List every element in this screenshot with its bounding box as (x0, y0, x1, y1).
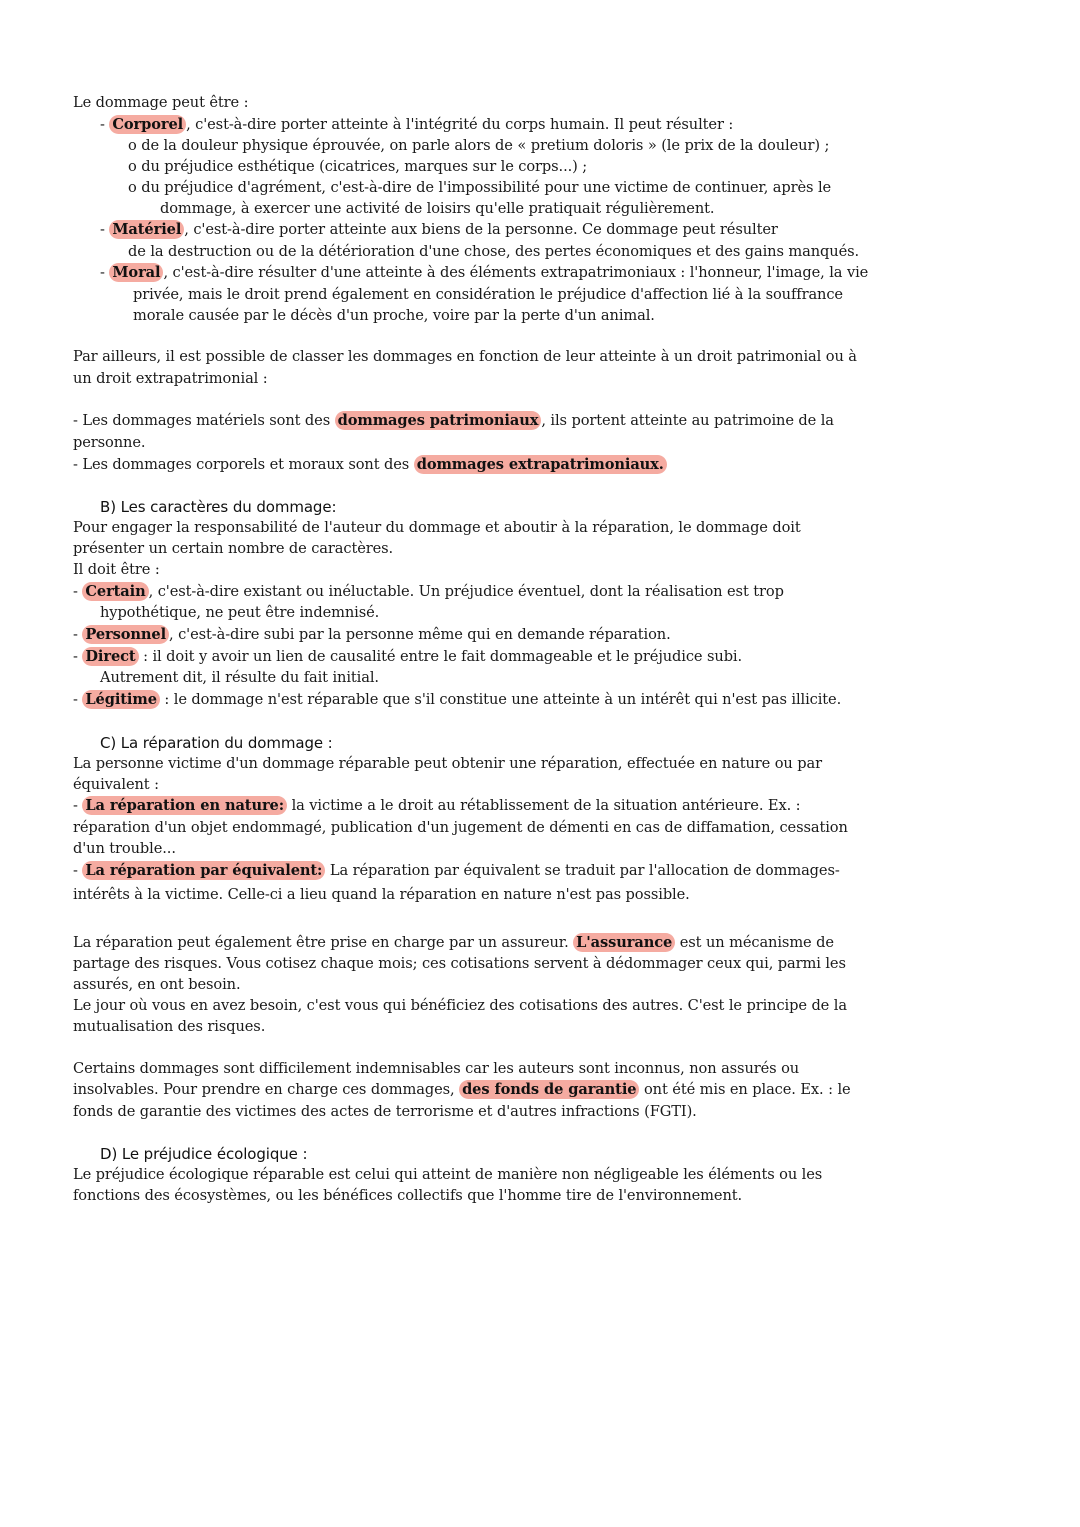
text-line (73, 1185, 742, 1207)
text-line (100, 602, 379, 624)
text-segment: - (73, 691, 83, 708)
text-line (73, 838, 176, 860)
section-heading (100, 496, 336, 518)
text-line (73, 410, 834, 432)
text-line (100, 219, 778, 241)
text-segment: morale causée par le décès d'un proche, voire par la perte d'un animal. (133, 307, 655, 324)
text-segment: privée, mais le droit prend également en considération le préjudice d'affection lié à la souffrance (133, 286, 843, 303)
highlighted-term: Corporel (109, 115, 186, 134)
text-segment: un droit extrapatrimonial : (73, 370, 268, 387)
text-line (73, 774, 159, 796)
text-segment: - (73, 583, 83, 600)
highlighted-term: Certain (82, 582, 148, 601)
text-line (73, 559, 160, 581)
highlighted-term: des fonds de garantie (459, 1080, 639, 1099)
text-segment: présenter un certain nombre de caractères. (73, 540, 394, 557)
text-segment: La personne victime d'un dommage réparable peut obtenir une réparation, effectuée en nature ou par (73, 755, 822, 772)
text-segment: fonctions des écosystèmes, ou les bénéfices collectifs que l'homme tire de l'environnement. (73, 1187, 743, 1204)
text-segment: - (73, 862, 83, 879)
text-line (73, 581, 784, 603)
text-line (133, 284, 843, 306)
text-line (73, 953, 846, 975)
text-segment: - (100, 221, 110, 238)
text-segment: - (100, 264, 110, 281)
text-line (73, 624, 671, 646)
text-line (128, 135, 829, 157)
text-line (128, 177, 831, 199)
text-segment: mutualisation des risques. (73, 1018, 266, 1035)
text-segment: intérêts à la victime. Celle-ci a lieu quand la réparation en nature n'est pas possible. (73, 886, 690, 903)
text-segment: de la destruction ou de la détérioration d'une chose, des pertes économiques et des gains manqués. (128, 243, 860, 260)
text-segment: Le préjudice écologique réparable est celui qui atteint de manière non négligeable les éléments ou les (73, 1166, 823, 1183)
text-line (160, 198, 714, 220)
text-segment: - (100, 116, 110, 133)
text-line (73, 346, 857, 368)
text-segment: : il doit y avoir un lien de causalité entre le fait dommageable et le préjudice subi. (138, 648, 743, 665)
text-line (73, 1101, 697, 1123)
text-line (73, 689, 841, 711)
text-line (73, 538, 393, 560)
text-segment: d'un trouble... (73, 840, 176, 857)
highlighted-term: Moral (109, 263, 163, 282)
text-segment: - Les dommages matériels sont des (73, 412, 335, 429)
text-line (100, 262, 868, 284)
text-line (73, 1016, 265, 1038)
text-line (73, 884, 690, 906)
text-line (73, 1079, 851, 1101)
highlighted-term: dommages patrimoniaux (335, 411, 542, 430)
text-segment: o du préjudice esthétique (cicatrices, marques sur le corps...) ; (128, 158, 588, 175)
text-line (128, 241, 859, 263)
text-segment: assurés, en ont besoin. (73, 976, 241, 993)
text-segment: fonds de garantie des victimes des actes de terrorisme et d'autres infractions (FGTI). (73, 1103, 697, 1120)
text-segment: o de la douleur physique éprouvée, on parle alors de « pretium doloris » (le prix de la douleur) ; (128, 137, 830, 154)
text-line (73, 454, 667, 476)
text-segment: Autrement dit, il résulte du fait initial. (100, 669, 379, 686)
text-line (100, 667, 379, 689)
text-segment: dommage, à exercer une activité de loisirs qu'elle pratiquait régulièrement. (160, 200, 715, 217)
text-segment: est un mécanisme de (675, 934, 834, 951)
highlighted-term: dommages extrapatrimoniaux. (414, 455, 667, 474)
text-line (73, 753, 822, 775)
text-segment: insolvables. Pour prendre en charge ces dommages, (73, 1081, 460, 1098)
text-segment: réparation d'un objet endommagé, publication d'un jugement de démenti en cas de diffamation, cessation (73, 819, 848, 836)
highlighted-term: La réparation en nature: (82, 796, 287, 815)
text-segment: Pour engager la responsabilité de l'auteur du dommage et aboutir à la réparation, le dommage doit (73, 519, 801, 536)
text-segment: personne. (73, 434, 146, 451)
text-line (73, 974, 240, 996)
text-line (73, 432, 145, 454)
text-segment: - Les dommages corporels et moraux sont des (73, 456, 414, 473)
text-segment: hypothétique, ne peut être indemnisé. (100, 604, 380, 621)
highlighted-term: La réparation par équivalent: (82, 861, 325, 880)
text-segment: la victime a le droit au rétablissement de la situation antérieure. Ex. : (287, 797, 801, 814)
text-segment: - (73, 648, 83, 665)
text-line (128, 156, 587, 178)
text-line (73, 860, 840, 882)
highlighted-term: Direct (82, 647, 138, 666)
text-segment: La réparation peut également être prise en charge par un assureur. (73, 934, 574, 951)
text-segment: partage des risques. Vous cotisez chaque mois; ces cotisations servent à dédommager ceux qui, parmi les (73, 955, 846, 972)
text-segment: Certains dommages sont difficilement indemnisables car les auteurs sont inconnus, non assurés ou (73, 1060, 800, 1077)
text-line (73, 995, 847, 1017)
text-segment: D) Le préjudice écologique : (100, 1145, 308, 1163)
text-segment: , c'est-à-dire porter atteinte aux biens de la personne. Ce dommage peut résulter (184, 221, 778, 238)
highlighted-term: Légitime (82, 690, 160, 709)
text-segment: , c'est-à-dire porter atteinte à l'intégrité du corps humain. Il peut résulter : (186, 116, 734, 133)
text-line (73, 932, 834, 954)
text-segment: , ils portent atteinte au patrimoine de la (541, 412, 834, 429)
text-segment: , c'est-à-dire résulter d'une atteinte à des éléments extrapatrimoniaux : l'honneur, l'image, la vie (163, 264, 869, 281)
text-segment: Par ailleurs, il est possible de classer les dommages en fonction de leur atteinte à un droit patrimonial ou à (73, 348, 857, 365)
highlighted-term: Matériel (109, 220, 184, 239)
text-segment: équivalent : (73, 776, 159, 793)
highlighted-term: Personnel (82, 625, 169, 644)
section-heading (100, 1143, 307, 1165)
text-line (73, 368, 268, 390)
text-segment: o du préjudice d'agrément, c'est-à-dire de l'impossibilité pour une victime de continuer, après le (128, 179, 832, 196)
text-line (73, 517, 801, 539)
text-line (73, 817, 848, 839)
text-line (73, 795, 801, 817)
text-segment: Il doit être : (73, 561, 160, 578)
text-line (73, 92, 248, 114)
section-heading (100, 732, 333, 754)
text-line (73, 646, 742, 668)
text-segment: La réparation par équivalent se traduit par l'allocation de dommages- (325, 862, 840, 879)
text-segment: , c'est-à-dire subi par la personne même qui en demande réparation. (169, 626, 671, 643)
text-segment: Le dommage peut être : (73, 94, 249, 111)
text-line (100, 114, 733, 136)
text-segment: Le jour où vous en avez besoin, c'est vous qui bénéficiez des cotisations des autres. C'est le principe de la (73, 997, 847, 1014)
text-line (133, 305, 655, 327)
text-segment: : le dommage n'est réparable que s'il constitue une atteinte à un intérêt qui n'est pas illicite. (159, 691, 842, 708)
text-segment: - (73, 626, 83, 643)
text-segment: - (73, 797, 83, 814)
highlighted-term: L'assurance (573, 933, 675, 952)
text-segment: , c'est-à-dire existant ou inéluctable. Un préjudice éventuel, dont la réalisation est trop (148, 583, 784, 600)
text-segment: B) Les caractères du dommage: (100, 498, 337, 516)
text-segment: C) La réparation du dommage : (100, 734, 333, 752)
text-line (73, 1058, 799, 1080)
text-segment: ont été mis en place. Ex. : le (639, 1081, 851, 1098)
text-line (73, 1164, 822, 1186)
